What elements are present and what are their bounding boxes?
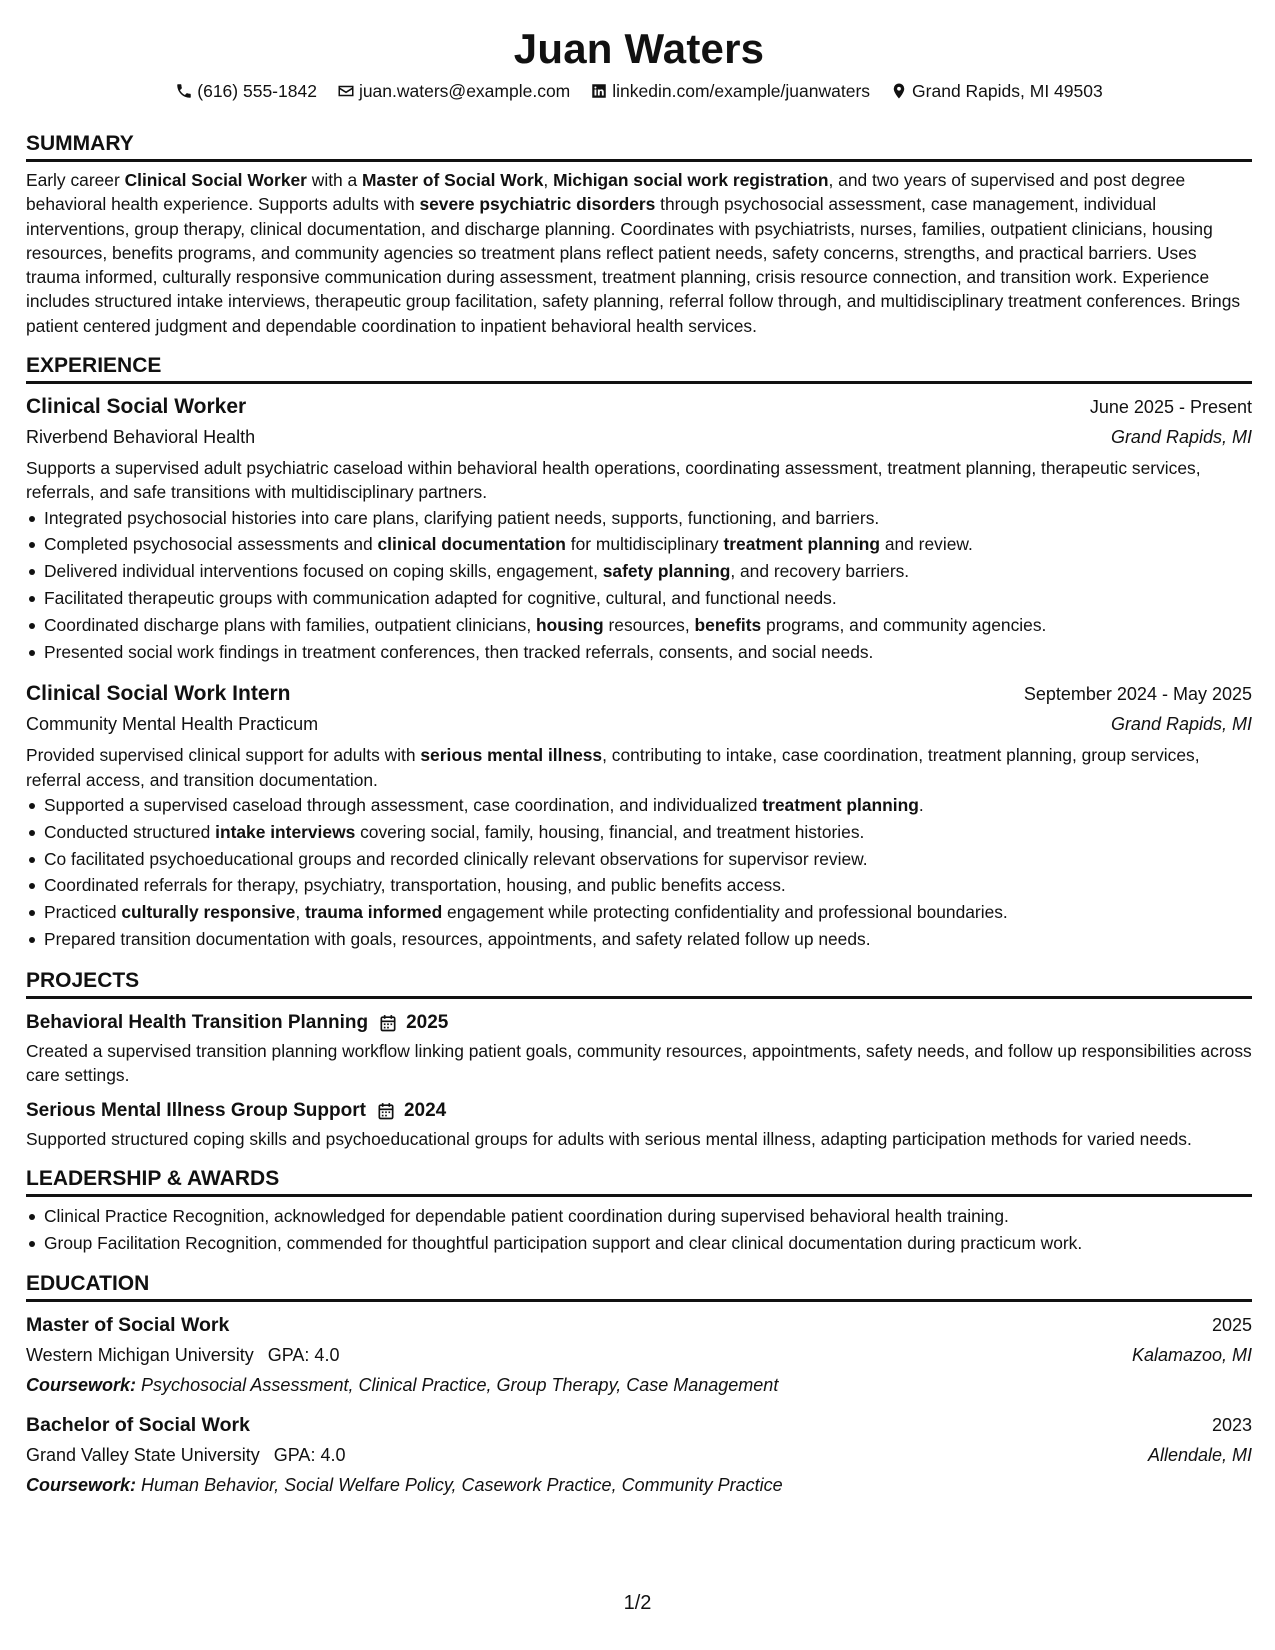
- text-run: Completed psychosocial assessments and: [44, 534, 378, 555]
- school-row: [26, 1440, 1252, 1470]
- school-info: [26, 1440, 345, 1470]
- text-run: , and two years of supervised and post degree behavioral health experience. Supports adults with: [26, 170, 1186, 215]
- phone-icon: [175, 82, 193, 100]
- award-list: [26, 1203, 1252, 1257]
- projects-section: [26, 967, 1252, 1151]
- job-title: Clinical Social Work Intern: [26, 682, 291, 706]
- text-run: Facilitated therapeutic groups with communication adapted for cognitive, cultural, and functional needs.: [44, 588, 837, 609]
- job-header-row: [26, 679, 1252, 709]
- job-company: Community Mental Health Practicum: [26, 714, 319, 735]
- bullet-item: [44, 872, 1252, 899]
- project-title: Serious Mental Illness Group Support: [26, 1099, 366, 1121]
- bullet-item: [44, 819, 1252, 846]
- award-item: Clinical Practice Recognition, acknowledged for dependable patient coordination during supervised behavioral health training.: [44, 1203, 1252, 1230]
- text-run: Delivered individual interventions focused on coping skills, engagement,: [44, 561, 603, 582]
- bold-text: treatment planning: [762, 795, 919, 816]
- text-run: and review.: [880, 534, 973, 555]
- project-list: [26, 1009, 1252, 1151]
- text-run: Supported a supervised caseload through assessment, case coordination, and individualized: [44, 795, 763, 816]
- section-title-leadership: LEADERSHIP & AWARDS: [26, 1165, 1252, 1197]
- education-entry: [26, 1310, 1252, 1400]
- bold-text: intake interviews: [215, 821, 356, 842]
- coursework: [26, 1370, 1252, 1400]
- contact-linkedin[interactable]: [590, 78, 870, 104]
- job-location: Grand Rapids, MI: [1110, 714, 1252, 735]
- education-section: [26, 1270, 1252, 1500]
- text-run: Prepared transition documentation with goals, resources, appointments, and safety related follow up needs.: [44, 929, 871, 950]
- bullet-item: [44, 612, 1252, 639]
- award-item: Group Facilitation Recognition, commended for thoughtful participation support and clear clinical documentation during practicum work.: [44, 1230, 1252, 1257]
- section-title-education: EDUCATION: [26, 1270, 1252, 1302]
- bold-text: Clinical Social Worker: [124, 170, 307, 190]
- bullet-item: [44, 505, 1252, 532]
- bold-text: Master of Social Work: [362, 170, 544, 190]
- text-run: with a: [306, 170, 363, 190]
- coursework: [26, 1470, 1252, 1500]
- text-run: for multidisciplinary: [565, 534, 724, 555]
- calendar-icon: [378, 1013, 398, 1033]
- job-list: [26, 392, 1252, 953]
- job-company-row: [26, 422, 1252, 452]
- envelope-icon: [337, 82, 355, 100]
- project-title-row: [26, 1097, 1252, 1125]
- job-description: [26, 743, 1252, 792]
- text-run: .: [918, 795, 924, 816]
- email-text: juan.waters@example.com: [358, 81, 571, 101]
- project-year: 2025: [406, 1011, 449, 1033]
- graduation-year: 2025: [1211, 1315, 1252, 1336]
- contact-email[interactable]: [337, 78, 570, 104]
- section-title-experience: EXPERIENCE: [26, 352, 1252, 384]
- education-list: [26, 1310, 1252, 1500]
- project-description: Created a supervised transition planning workflow linking patient goals, community resources, appointments, safety needs, and follow up responsibilities across care settings.: [26, 1040, 1252, 1085]
- text-run: ,: [295, 902, 305, 923]
- bullet-item: [44, 639, 1252, 666]
- text-run: Co facilitated psychoeducational groups and recorded clinically relevant observations for supervisor review.: [44, 848, 868, 869]
- text-run: engagement while protecting confidentiality and professional boundaries.: [442, 902, 1008, 923]
- map-pin-icon: [890, 82, 908, 100]
- coursework-label: Coursework:: [26, 1375, 137, 1396]
- candidate-name: Juan Waters: [513, 25, 765, 72]
- text-run: , and recovery barriers.: [730, 561, 910, 582]
- job-company: Riverbend Behavioral Health: [26, 427, 256, 448]
- text-run: programs, and community agencies.: [761, 614, 1047, 635]
- page-number: 1/2: [623, 1592, 652, 1614]
- bold-text: housing: [536, 614, 604, 635]
- text-run: Supports a supervised adult psychiatric caseload within behavioral health operations, coordinating assessment, treatment planning, therapeutic services, referrals, and safe transitions with multidisciplinary partners.: [26, 458, 1201, 503]
- job-bullets: [26, 505, 1252, 666]
- degree-row: [26, 1310, 1252, 1340]
- text-run: Conducted structured: [44, 821, 216, 842]
- degree-title: Bachelor of Social Work: [26, 1414, 250, 1437]
- project-entry: [26, 1097, 1252, 1151]
- text-run: through psychosocial assessment, case management, individual interventions, group therapy, clinical documentation, and discharge planning. Coordinates with psychiatrists, nurses, families, outpatient clinicians, housing resources, benefits programs, and community agencies so treatment plans reflect patient needs, safety concerns, strengths, and practical barriers. Uses trauma informed, culturally responsive communication during assessment, treatment planning, crisis resource connection, and transition work. Experience includes structured intake interviews, therapeutic group facilitation, safety planning, referral follow through, and multidisciplinary treatment conferences. Brings patient centered judgment and dependable coordination to inpatient behavioral health services.: [26, 194, 1241, 336]
- school-location: Allendale, MI: [1147, 1445, 1252, 1466]
- job-dates: September 2024 - May 2025: [1023, 684, 1252, 705]
- text-run: covering social, family, housing, financial, and treatment histories.: [355, 821, 865, 842]
- bullet-item: [44, 531, 1252, 558]
- school-name: Grand Valley State University: [26, 1445, 260, 1466]
- bullet-item: [44, 846, 1252, 873]
- bold-text: benefits: [694, 614, 762, 635]
- text-run: Provided supervised clinical support for adults with: [26, 745, 421, 766]
- job-entry: [26, 392, 1252, 665]
- section-title-projects: PROJECTS: [26, 967, 1252, 999]
- contact-phone: [175, 78, 317, 104]
- bullet-item: [44, 926, 1252, 953]
- text-run: Presented social work findings in treatment conferences, then tracked referrals, consents, and social needs.: [44, 641, 874, 662]
- gpa: GPA: 4.0: [267, 1345, 340, 1366]
- project-description: Supported structured coping skills and psychoeducational groups for adults with serious mental illness, adapting participation methods for varied needs.: [26, 1128, 1192, 1149]
- school-location: Kalamazoo, MI: [1131, 1345, 1252, 1366]
- job-location: Grand Rapids, MI: [1110, 427, 1252, 448]
- phone-text: (616) 555-1842: [197, 81, 317, 101]
- contact-bar: [26, 78, 1252, 104]
- bullet-item: [44, 899, 1252, 926]
- location-text: Grand Rapids, MI 49503: [912, 81, 1103, 101]
- job-bullets: [26, 792, 1252, 953]
- project-entry: [26, 1009, 1252, 1087]
- section-title-summary: SUMMARY: [26, 130, 1252, 162]
- coursework-list: Psychosocial Assessment, Clinical Practice, Group Therapy, Case Management: [141, 1375, 779, 1396]
- calendar-icon: [376, 1101, 396, 1121]
- school-info: [26, 1340, 339, 1370]
- project-title: Behavioral Health Transition Planning: [26, 1011, 369, 1033]
- bold-text: severe psychiatric disorders: [419, 194, 656, 215]
- graduation-year: 2023: [1211, 1415, 1252, 1436]
- degree-row: [26, 1410, 1252, 1440]
- summary-text: [26, 168, 1252, 338]
- resume-page: [26, 0, 1252, 1500]
- text-run: Coordinated discharge plans with families, outpatient clinicians,: [44, 614, 537, 635]
- bold-text: treatment planning: [723, 534, 880, 555]
- linkedin-icon: [590, 82, 608, 100]
- bold-text: serious mental illness: [420, 745, 603, 766]
- text-run: Coordinated referrals for therapy, psychiatry, transportation, housing, and public benefits access.: [44, 875, 786, 896]
- job-dates: June 2025 - Present: [1089, 397, 1252, 418]
- text-run: Early career: [26, 170, 125, 190]
- text-run: resources,: [603, 614, 695, 635]
- bullet-item: [44, 558, 1252, 585]
- job-company-row: [26, 709, 1252, 739]
- coursework-label: Coursework:: [26, 1475, 137, 1496]
- school-row: [26, 1340, 1252, 1370]
- bold-text: trauma informed: [304, 902, 443, 923]
- bold-text: clinical documentation: [377, 534, 566, 555]
- contact-location: [890, 78, 1103, 104]
- linkedin-text: linkedin.com/example/juanwaters: [612, 81, 871, 101]
- text-run: Integrated psychosocial histories into care plans, clarifying patient needs, supports, functioning, and barriers.: [44, 507, 880, 528]
- text-run: , contributing to intake, case coordination, treatment planning, group services, referral access, and transition documentation.: [26, 745, 1200, 790]
- project-year: 2024: [403, 1099, 447, 1121]
- bullet-item: [44, 585, 1252, 612]
- project-title-row: [26, 1009, 1252, 1037]
- bold-text: safety planning: [602, 561, 731, 582]
- text-run: ,: [543, 170, 554, 190]
- degree-title: Master of Social Work: [26, 1314, 230, 1337]
- bold-text: culturally responsive: [121, 902, 296, 923]
- bullet-item: [44, 792, 1252, 819]
- summary-section: [26, 130, 1252, 338]
- job-description: [26, 456, 1252, 505]
- education-entry: [26, 1410, 1252, 1500]
- coursework-list: Human Behavior, Social Welfare Policy, Casework Practice, Community Practice: [141, 1475, 783, 1496]
- experience-section: [26, 352, 1252, 953]
- job-title: Clinical Social Worker: [26, 395, 247, 419]
- gpa: GPA: 4.0: [273, 1445, 346, 1466]
- text-run: Practiced: [44, 902, 122, 923]
- job-header-row: [26, 392, 1252, 422]
- school-name: Western Michigan University: [26, 1345, 254, 1366]
- leadership-section: [26, 1165, 1252, 1257]
- bold-text: Michigan social work registration: [553, 170, 829, 190]
- job-entry: [26, 679, 1252, 952]
